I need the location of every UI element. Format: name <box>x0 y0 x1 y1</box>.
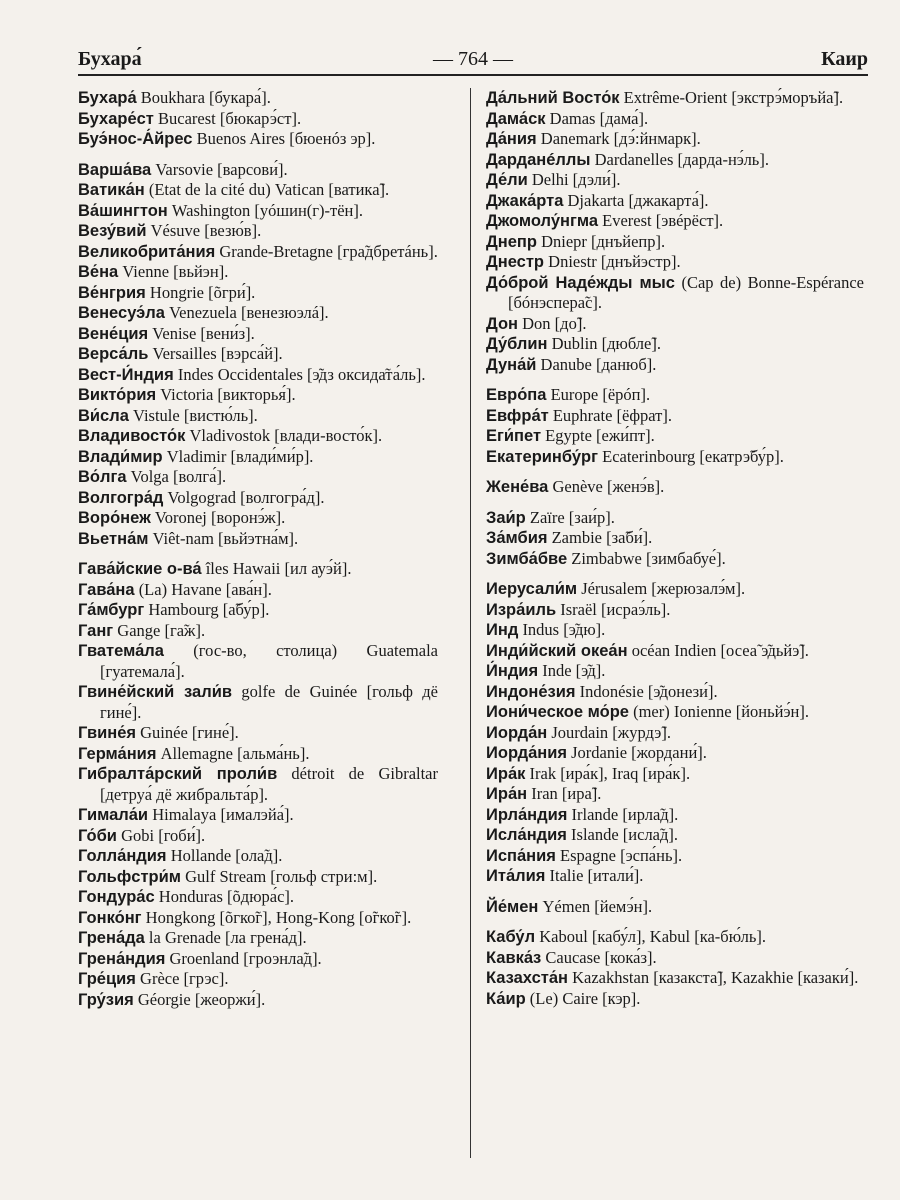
translation: (гос-во, столица) Guatemala [гуатемала́]. <box>100 641 438 681</box>
headword: Евро́па <box>486 386 547 404</box>
dictionary-entry <box>78 180 438 201</box>
dictionary-entry <box>78 928 438 949</box>
headword: Инди́йский океа́н <box>486 641 628 660</box>
dictionary-entry <box>486 406 864 427</box>
translation: Groenland [гроэнла̃д]. <box>165 948 322 968</box>
translation: Vladivostok [влади-восто́к]. <box>185 426 383 445</box>
translation: Dardanelles [дарда-нэ́ль]. <box>590 149 769 169</box>
dictionary-entry <box>78 221 438 242</box>
right-column <box>486 88 864 1009</box>
translation: détroit de Gibraltar [детруа́ дё жибральта́р]. <box>100 764 439 804</box>
headword: Гибралта́рский проли́в <box>78 765 278 783</box>
dictionary-entry <box>486 927 864 948</box>
dictionary-entry <box>486 549 864 570</box>
translation: Irlande [ирла̃д]. <box>567 804 679 824</box>
header-left-guideword: Бухара́ <box>78 48 142 70</box>
translation: Dniepr [днъйепр]. <box>536 231 666 251</box>
headword: Влади́мир <box>78 447 163 466</box>
headword: Вене́ция <box>78 324 149 343</box>
dictionary-entry <box>486 784 864 805</box>
translation: Bucarest [бюкарэ́ст]. <box>153 108 302 128</box>
translation: Indus [э̃дю]. <box>518 620 606 639</box>
dictionary-entry <box>486 211 864 232</box>
dictionary-entry <box>78 447 438 468</box>
headword: Иорда́н <box>486 723 548 742</box>
translation: Djakarta [джакарта́]. <box>563 190 709 210</box>
translation: Grèce [грэс]. <box>135 969 229 988</box>
translation: Iran [ира̃]. <box>527 784 602 803</box>
translation: Caucase [кока́з]. <box>541 947 657 967</box>
dictionary-entry <box>486 385 864 406</box>
headword: Джомолу́нгма <box>486 212 599 230</box>
translation: Washington [уóшин(г)-тён]. <box>167 200 364 220</box>
translation: Boukhara [букара́]. <box>136 88 271 107</box>
dictionary-entry <box>486 620 864 641</box>
page-number: — 764 — <box>433 48 513 70</box>
dictionary-entry <box>486 273 864 314</box>
headword: Ду́блин <box>486 335 548 353</box>
dictionary-entry <box>486 170 864 191</box>
translation: Indonésie [э̃донези́]. <box>575 681 718 701</box>
dictionary-entry <box>486 109 864 130</box>
dictionary-entry <box>486 191 864 212</box>
translation: Danube [данюб]. <box>536 354 657 374</box>
translation: Egypte [ежи́пт]. <box>541 426 655 445</box>
dictionary-entry <box>486 968 864 989</box>
translation: Voronej [воронэ́ж]. <box>150 508 286 527</box>
translation: Himalaya [ималэйа́]. <box>148 805 294 824</box>
entry-gap <box>78 549 438 559</box>
entry-gap <box>486 375 864 385</box>
entry-gap <box>486 917 864 927</box>
translation: Ecaterinbourg [екатрэ̃бу́р]. <box>598 446 784 466</box>
dictionary-entry <box>78 949 438 970</box>
dictionary-entry <box>486 334 864 355</box>
dictionary-entry <box>78 344 438 365</box>
headword: Да́льний Восто́к <box>486 89 620 107</box>
headword: Варша́ва <box>78 160 152 179</box>
translation: Delhi [дэли́]. <box>527 170 621 189</box>
translation: Volga [волга́]. <box>126 467 227 486</box>
translation: Guinée [гине́]. <box>136 723 239 742</box>
headword: Гава́на <box>78 580 135 599</box>
headword: Го́би <box>78 826 117 845</box>
translation: Israël [исраэ́ль]. <box>556 599 671 619</box>
dictionary-entry <box>78 303 438 324</box>
translation: Allemagne [альма́нь]. <box>156 743 310 763</box>
translation: (Cap de) Bonne-Espérance [бóнэспера̃с]. <box>508 272 864 312</box>
dictionary-entry <box>78 908 438 929</box>
page-header <box>78 44 868 76</box>
translation: Danemark [дэ́:йнмарк]. <box>536 129 701 148</box>
translation: Kazakhstan [казакста̃], Kazakhie [казаки́]. <box>567 968 859 987</box>
headword: Волгогра́д <box>78 488 164 507</box>
dictionary-entry <box>78 805 438 826</box>
dictionary-entry <box>486 641 864 662</box>
dictionary-entry <box>486 88 864 109</box>
translation: Vistule [вистю́ль]. <box>128 405 258 425</box>
dictionary-entry <box>78 600 438 621</box>
headword: Гимала́и <box>78 806 149 824</box>
headword: Великобрита́ния <box>78 242 216 261</box>
headword: Викто́рия <box>78 386 157 404</box>
dictionary-entry <box>486 447 864 468</box>
translation: Dublin [дюбле̃]. <box>547 334 661 353</box>
headword: Дама́ск <box>486 109 546 128</box>
translation: Grande-Bretagne [гра̃дбретáнь]. <box>215 241 438 261</box>
dictionary-entry <box>486 314 864 335</box>
headword: Везу́вий <box>78 222 147 240</box>
translation: Irak [ира́к], Iraq [ира́к]. <box>525 763 691 783</box>
translation: Vésuve [везю́в]. <box>146 221 262 240</box>
headword: Ви́сла <box>78 406 129 425</box>
headword: Бухара́ <box>78 89 137 107</box>
headword: Грена́ндия <box>78 949 166 968</box>
dictionary-entry <box>78 826 438 847</box>
headword: Днепр <box>486 232 537 251</box>
headword: Владивосто́к <box>78 427 186 445</box>
translation: Volgograd [волгогра́д]. <box>163 487 325 507</box>
translation: golfe de Guinée [гольф дё гине́]. <box>100 682 438 722</box>
translation: Viêt-nam [вьйэтна́м]. <box>148 528 299 548</box>
translation: Géorgie [жеоржи́]. <box>133 989 266 1009</box>
headword: Гонко́нг <box>78 908 142 927</box>
dictionary-entry <box>486 723 864 744</box>
translation: Vienne [вьйэн]. <box>118 262 229 281</box>
headword: И́ндия <box>486 662 539 680</box>
entry-gap <box>486 887 864 897</box>
headword: Грена́да <box>78 929 145 947</box>
headword: Ве́нгрия <box>78 283 146 302</box>
translation: Islande [исла̃д]. <box>566 825 679 844</box>
headword: Дуна́й <box>486 355 537 374</box>
headword: Изра́иль <box>486 600 557 619</box>
dictionary-entry <box>78 529 438 550</box>
dictionary-entry <box>78 621 438 642</box>
headword: Де́ли <box>486 171 528 189</box>
headword: Гвине́я <box>78 724 136 742</box>
dictionary-entry <box>78 764 438 805</box>
translation: Jourdain [журдэ̃]. <box>547 722 671 742</box>
translation: Damas [дама́]. <box>545 108 649 128</box>
headword: Герма́ния <box>78 744 157 763</box>
headword: Дарданéллы <box>486 150 591 169</box>
translation: Venezuela [венезюэлá]. <box>164 303 329 322</box>
headword: Вест-И́ндия <box>78 365 174 384</box>
dictionary-entry <box>78 969 438 990</box>
dictionary-entry <box>486 150 864 171</box>
headword: Дон <box>486 314 519 333</box>
headword: Гру́зия <box>78 990 134 1009</box>
dictionary-entry <box>486 129 864 150</box>
dictionary-entry <box>486 897 864 918</box>
translation: (Le) Caire [кэр]. <box>525 988 641 1008</box>
translation: Jérusalem [жерюзалэ́м]. <box>577 579 746 598</box>
left-column <box>78 88 438 1010</box>
headword: Гватема́ла <box>78 642 164 660</box>
dictionary-entry <box>486 866 864 887</box>
translation: Yémen [йемэ́н]. <box>538 896 653 916</box>
dictionary-entry <box>486 743 864 764</box>
translation: Hollande [ола̃д]. <box>166 846 283 865</box>
headword: Буэ́нос-А́йрес <box>78 130 193 148</box>
dictionary-entry <box>78 580 438 601</box>
translation: Buenos Aires [бюенóз эр]. <box>192 129 376 148</box>
dictionary-entry <box>486 661 864 682</box>
dictionary-entry <box>486 508 864 529</box>
translation: Euphrate [ёфрат]. <box>548 405 673 425</box>
translation: Don [до̃]. <box>518 313 587 333</box>
translation: Honduras [õдюра́с]. <box>154 887 295 906</box>
dictionary-entry <box>78 88 438 109</box>
dictionary-entry <box>486 846 864 867</box>
dictionary-entry <box>486 805 864 826</box>
translation: océan Indien [осеа̃ э̃дьйэ̃]. <box>627 640 809 660</box>
headword: Зимба́бве <box>486 549 568 568</box>
dictionary-entry <box>78 201 438 222</box>
entry-gap <box>486 467 864 477</box>
dictionary-entry <box>78 508 438 529</box>
translation: Varsovie [варсови́]. <box>151 159 288 179</box>
headword: Иорда́ния <box>486 744 567 762</box>
translation: îles Hawaii [ил ауэ́й]. <box>201 559 352 578</box>
translation: Versailles [вэрса́й]. <box>148 344 283 363</box>
dictionary-entry <box>78 641 438 682</box>
entry-gap <box>486 498 864 508</box>
translation: Victoria [викторья́]. <box>156 385 296 404</box>
headword: Бухаре́ст <box>78 109 154 128</box>
dictionary-entry <box>78 324 438 345</box>
headword: Еги́пет <box>486 427 542 445</box>
dictionary-entry <box>78 744 438 765</box>
dictionary-entry <box>78 467 438 488</box>
dictionary-entry <box>78 488 438 509</box>
dictionary-entry <box>486 528 864 549</box>
dictionary-entry <box>78 365 438 386</box>
headword: Ита́лия <box>486 867 546 885</box>
headword: Гондура́с <box>78 888 155 906</box>
translation: Indes Occidentales [э̃дз оксида̃та́ль]. <box>173 364 426 384</box>
headword: Верса́ль <box>78 345 149 363</box>
translation: Dniestr [днъйэстр]. <box>544 252 681 271</box>
translation: (La) Havane [ава́н]. <box>134 579 272 599</box>
dictionary-entry <box>78 887 438 908</box>
dictionary-entry <box>78 109 438 130</box>
translation: Italie [итали́]. <box>545 866 644 885</box>
dictionary-entry <box>486 600 864 621</box>
headword: Иони́ческое мо́ре <box>486 703 629 721</box>
dictionary-entry <box>78 723 438 744</box>
dictionary-entry <box>78 262 438 283</box>
dictionary-entry <box>78 283 438 304</box>
dictionary-entry <box>486 764 864 785</box>
dictionary-entry <box>78 559 438 580</box>
translation: Extrême-Orient [экстрэ́моръйа̃]. <box>619 88 844 107</box>
headword: Ве́на <box>78 263 119 281</box>
dictionary-entry <box>486 825 864 846</box>
headword: Евфра́т <box>486 406 549 425</box>
headword: Вьетна́м <box>78 529 149 548</box>
dictionary-entry <box>78 242 438 263</box>
translation: Inde [э̃д]. <box>538 661 606 680</box>
headword: Ира́к <box>486 764 526 783</box>
headword: Исла́ндия <box>486 826 567 844</box>
headword: Иерусали́м <box>486 580 578 598</box>
headword: Кабу́л <box>486 928 536 946</box>
translation: Zambie [за̃би́]. <box>547 528 653 547</box>
dictionary-entry <box>486 948 864 969</box>
headword: Днестр <box>486 253 545 271</box>
translation: Hongkong [õгко̃г], Hong-Kong [о̃гко̃г]. <box>141 907 412 927</box>
headword: Да́ния <box>486 130 537 148</box>
headword: Ира́н <box>486 785 528 803</box>
entry-gap <box>486 569 864 579</box>
translation: Hambourg [а̃бу́р]. <box>144 600 270 619</box>
translation: Zimbabwe [зимбабуе́]. <box>567 548 726 568</box>
headword: Гольфстри́м <box>78 867 181 886</box>
headword: Ва́шингтон <box>78 201 168 220</box>
translation: Vladimir [влади́ми́р]. <box>162 446 314 466</box>
dictionary-entry <box>78 129 438 150</box>
translation: Gange [га̃ж]. <box>113 620 206 640</box>
entry-gap <box>78 150 438 160</box>
headword: Индоне́зия <box>486 682 576 701</box>
headword: Ватика́н <box>78 181 145 199</box>
dictionary-entry <box>78 846 438 867</box>
headword: Заи́р <box>486 508 526 527</box>
headword: Во́лга <box>78 468 127 486</box>
dictionary-entry <box>486 682 864 703</box>
dictionary-entry <box>486 702 864 723</box>
dictionary-entry <box>486 355 864 376</box>
headword: Йе́мен <box>486 897 539 916</box>
dictionary-entry <box>486 477 864 498</box>
dictionary-entry <box>78 160 438 181</box>
dictionary-entry <box>486 989 864 1010</box>
translation: Everest [эвéрёст]. <box>598 211 724 230</box>
headword: Га́мбург <box>78 601 145 619</box>
dictionary-entry <box>78 990 438 1011</box>
translation: Zaïre [заи́р]. <box>525 507 615 527</box>
dictionary-entry <box>486 232 864 253</box>
headword: Гвине́йский зали́в <box>78 683 232 701</box>
translation: Hongrie [õгри́]. <box>145 282 256 302</box>
dictionary-entry <box>486 426 864 447</box>
headword: Джака́рта <box>486 191 564 210</box>
headword: Ка́ир <box>486 989 526 1008</box>
translation: Gulf Stream [гольф стри:м]. <box>180 866 378 886</box>
translation: Kaboul [кабу́л], Kabul [ка-бю́ль]. <box>535 927 766 946</box>
translation: Genève [женэ́в]. <box>548 477 665 496</box>
translation: (Etat de la cité du) Vatican [ватика̃]. <box>144 180 390 199</box>
dictionary-entry <box>486 579 864 600</box>
headword: Воро́неж <box>78 509 151 527</box>
headword: Ирла́ндия <box>486 805 568 824</box>
headword: Инд <box>486 621 519 639</box>
translation: Espagne [эспа́нь]. <box>555 845 683 865</box>
header-right-guideword: Каир <box>821 48 868 70</box>
dictionary-entry <box>78 406 438 427</box>
headword: За́мбия <box>486 529 548 547</box>
headword: Голла́ндия <box>78 847 167 865</box>
translation: Jordanie [жордани́]. <box>567 743 707 762</box>
column-divider <box>470 88 471 1158</box>
dictionary-entry <box>78 682 438 723</box>
translation: (mer) Ionienne [йоньйэ́н]. <box>628 702 810 721</box>
dictionary-entry <box>486 252 864 273</box>
headword: Испа́ния <box>486 846 556 865</box>
headword: Гре́ция <box>78 970 136 988</box>
headword: Екатеринбу́рг <box>486 447 598 466</box>
dictionary-entry <box>78 426 438 447</box>
headword: До́брой Наде́жды мыс <box>486 273 675 292</box>
dictionary-entry <box>78 867 438 888</box>
dictionary-entry <box>78 385 438 406</box>
translation: la Grenade [ла грена́д]. <box>144 928 307 947</box>
headword: Ганг <box>78 621 114 640</box>
translation: Gobi [гоби́]. <box>116 825 206 845</box>
headword: Жене́ва <box>486 478 549 496</box>
translation: Venise [вени́з]. <box>148 323 255 343</box>
headword: Венесуэ́ла <box>78 304 165 322</box>
translation: Europe [ёрóп]. <box>546 385 651 404</box>
headword: Гава́йские о-ва́ <box>78 560 202 578</box>
headword: Казахста́н <box>486 969 568 987</box>
headword: Кавка́з <box>486 948 542 967</box>
